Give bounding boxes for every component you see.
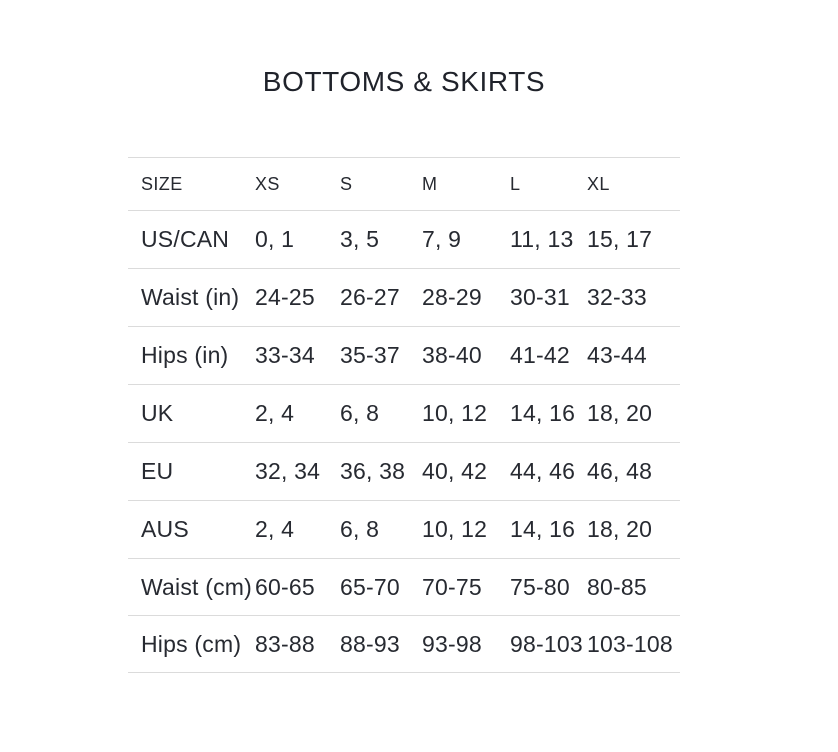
size-value: 65-70	[340, 573, 400, 600]
size-value: 41-42	[510, 342, 570, 368]
row-label: AUS	[141, 516, 189, 542]
size-value: 6, 8	[340, 400, 380, 426]
row-label: US/CAN	[141, 226, 230, 252]
size-value: 32, 34	[255, 458, 321, 484]
size-value: 32-33	[587, 284, 647, 310]
size-chart-row-aus	[128, 501, 680, 559]
size-value: 15, 17	[587, 226, 653, 252]
size-value: 10, 12	[422, 400, 488, 426]
row-label: Hips (cm)	[141, 630, 242, 657]
page-title: BOTTOMS & SKIRTS	[262, 66, 546, 97]
row-label: UK	[141, 400, 174, 426]
size-value: 35-37	[340, 342, 400, 368]
size-value: 98-103	[510, 630, 583, 657]
row-label: Hips (in)	[141, 342, 229, 368]
column-header-size: SIZE	[141, 173, 183, 194]
size-value: 70-75	[422, 573, 482, 600]
column-header-m: M	[422, 173, 438, 194]
size-chart-row-waist-cm	[128, 559, 680, 616]
size-value: 38-40	[422, 342, 482, 368]
row-label: Waist (cm)	[141, 573, 253, 600]
size-value: 26-27	[340, 284, 400, 310]
size-value: 2, 4	[255, 400, 295, 426]
size-value: 3, 5	[340, 226, 380, 252]
size-value: 10, 12	[422, 516, 488, 542]
size-value: 24-25	[255, 284, 315, 310]
size-value: 7, 9	[422, 226, 462, 252]
size-value: 14, 16	[510, 516, 576, 542]
size-value: 44, 46	[510, 458, 576, 484]
size-value: 28-29	[422, 284, 482, 310]
size-value: 2, 4	[255, 516, 295, 542]
size-chart-row-uk	[128, 385, 680, 443]
size-value: 103-108	[587, 630, 673, 657]
size-value: 83-88	[255, 630, 315, 657]
size-value: 40, 42	[422, 458, 488, 484]
size-value: 30-31	[510, 284, 570, 310]
size-chart-row-waist-in	[128, 269, 680, 327]
size-chart-row-hips-in	[128, 327, 680, 385]
size-value: 18, 20	[587, 400, 653, 426]
size-value: 88-93	[340, 630, 400, 657]
row-label: EU	[141, 458, 174, 484]
size-value: 93-98	[422, 630, 482, 657]
column-header-xl: XL	[587, 173, 610, 194]
column-header-s: S	[340, 173, 353, 194]
size-value: 43-44	[587, 342, 647, 368]
size-chart-row-eu	[128, 443, 680, 501]
size-value: 14, 16	[510, 400, 576, 426]
size-guide-content	[128, 0, 680, 673]
size-chart-header-row	[128, 158, 680, 211]
size-value: 36, 38	[340, 458, 406, 484]
size-value: 18, 20	[587, 516, 653, 542]
size-value: 11, 13	[510, 226, 574, 252]
size-chart-table	[128, 157, 680, 673]
size-value: 6, 8	[340, 516, 380, 542]
size-value: 46, 48	[587, 458, 653, 484]
column-header-l: L	[510, 173, 521, 194]
size-chart-row-hips-cm	[128, 616, 680, 673]
row-label: Waist (in)	[141, 284, 240, 310]
size-chart-row-us-can	[128, 211, 680, 269]
column-header-xs: XS	[255, 173, 280, 194]
size-value: 80-85	[587, 573, 647, 600]
size-value: 75-80	[510, 573, 570, 600]
size-value: 60-65	[255, 573, 315, 600]
size-value: 33-34	[255, 342, 315, 368]
size-value: 0, 1	[255, 226, 295, 252]
